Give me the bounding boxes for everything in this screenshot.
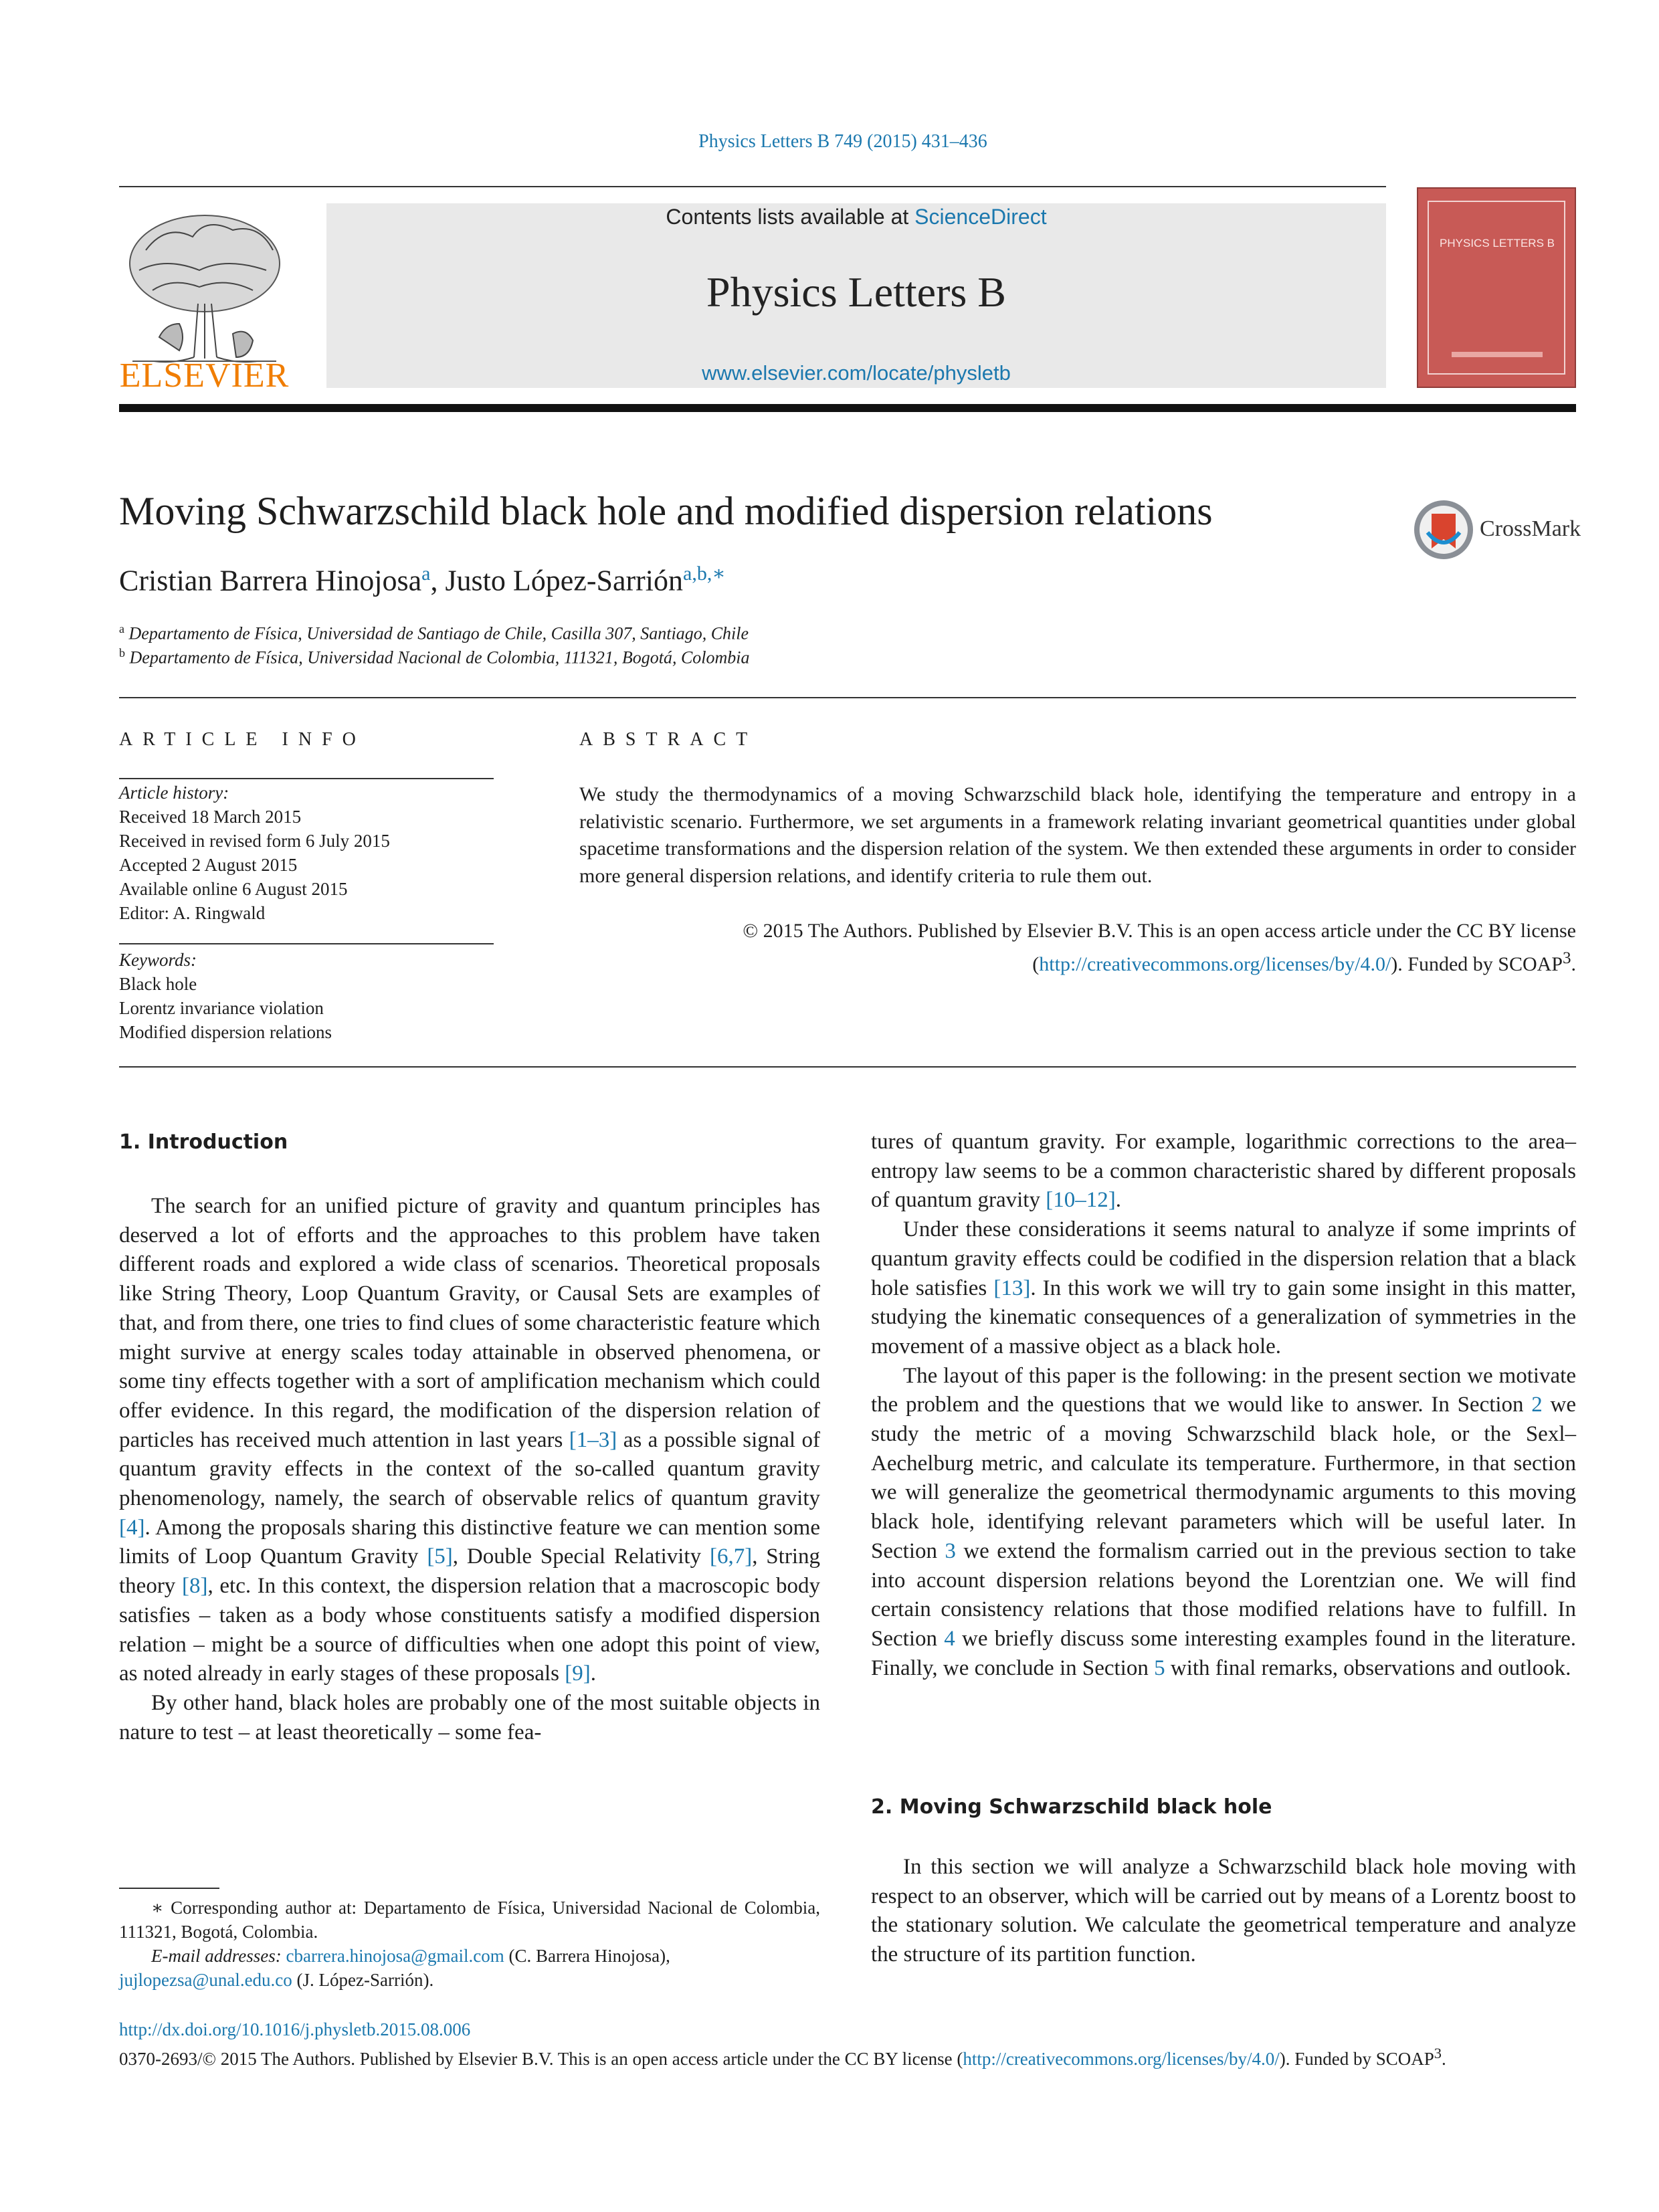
author-name: Justo López-Sarrión [445, 564, 684, 597]
journal-cover-footer-mark [1452, 352, 1543, 357]
affiliation-b [119, 646, 750, 668]
text: . In this work we will try to gain some insight in this matter, studying the kinematic consequences of a generalization of symmetries in the movement of a massive object as a black hole. [871, 1276, 1576, 1359]
keywords-rule [119, 943, 494, 944]
citation-link[interactable]: [4] [119, 1515, 145, 1540]
journal-cover-frame [1428, 201, 1565, 375]
crossmark-icon[interactable] [1413, 499, 1474, 561]
paragraph [119, 1192, 820, 1689]
text: (C. Barrera Hinojosa), [504, 1946, 670, 1966]
left-column-body [119, 1192, 820, 1747]
text: tures of quantum gravity. For example, logarithmic corrections to the area–entropy law seems to be a common characteristic shared by different proposals of quantum gravity [871, 1130, 1576, 1213]
license-statement: © 2015 The Authors. Published by Elsevier B.V. This is an open access article under the CC BY license [743, 920, 1576, 942]
footnote [119, 1896, 820, 1992]
article-info-heading: ARTICLE INFO [119, 729, 366, 750]
history-item: Received in revised form 6 July 2015 [119, 831, 390, 851]
keyword-item: Black hole [119, 974, 197, 994]
history-item: Received 18 March 2015 [119, 807, 302, 827]
footnote-corresponding [119, 1896, 820, 1944]
paragraph [119, 1689, 820, 1747]
affiliation-a [119, 622, 749, 644]
section-link[interactable]: 3 [945, 1538, 956, 1563]
email-label: E-mail addresses: [151, 1946, 286, 1966]
footnote-star: ∗ [151, 1898, 164, 1918]
elsevier-wordmark: ELSEVIER [119, 357, 290, 395]
article-info-rule [119, 778, 494, 779]
paragraph [871, 1362, 1576, 1684]
text: we study the metric of a moving Schwarzschild black hole, or the Sexl–Aechelburg metric, and calculate its temperature. Furthermore, in that section we will generalize the geometrical thermodynamic arguments to this moving black hole, identifying relevant parameters which will be useful later. In Section [871, 1393, 1576, 1563]
abstract-bottom-rule [119, 1066, 1576, 1068]
affiliation-mark: a [119, 622, 124, 635]
license-funding: ). Funded by SCOAP [1391, 952, 1563, 975]
history-item: Available online 6 August 2015 [119, 879, 348, 899]
text: as a possible signal of quantum gravity effects in the context of the so-called quantum gravity phenomenology, namely, the search of observable relics of quantum gravity [119, 1427, 821, 1511]
citation-link[interactable]: [1–3] [569, 1427, 617, 1452]
text: The search for an unified picture of gravity and quantum principles has deserved a lot of efforts and the approaches to this problem have taken different roads and explored a wide class of scenarios. Theoretical proposals like String Theory, Loop Quantum Gravity, or Causal Sets are examples of that, and from there, one tries to find clues of some characteristic feature which might survive at energy scales today attainable in observed phenomena, or some tiny effects together with a sort of amplification mechanism which could offer evidence. In this regard, the modification of the dispersion relation of particles has received much attention in last years [119, 1194, 820, 1452]
license-url-link[interactable]: http://creativecommons.org/licenses/by/4.0/ [1039, 952, 1391, 975]
section-2-title: 2. Moving Schwarzschild black hole [871, 1795, 1272, 1819]
affiliation-text: Departamento de Física, Universidad Nacional de Colombia, 111321, Bogotá, Colombia [129, 647, 750, 668]
text: In this section we will analyze a Schwarzschild black hole moving with respect to an observer, which will be carried out by means of a Lorentz boost to the stationary solution. We calculate the geometrical temperature and analyze the structure of its partition function. [871, 1855, 1576, 1967]
right-column-body [871, 1128, 1576, 1683]
license-url-link[interactable]: http://creativecommons.org/licenses/by/4.0/ [963, 2049, 1280, 2069]
doi-link[interactable]: http://dx.doi.org/10.1016/j.physletb.2015.08.006 [119, 2019, 471, 2039]
text: . [1115, 1188, 1121, 1213]
citation-link[interactable]: [8] [181, 1574, 208, 1599]
citation-link[interactable]: [6,7] [709, 1544, 753, 1569]
section-link[interactable]: 4 [944, 1626, 955, 1651]
keyword-item: Modified dispersion relations [119, 1022, 332, 1042]
text: . [590, 1662, 596, 1686]
text: Under these considerations it seems natural to analyze if some imprints of quantum gravity effects could be codified in the dispersion relation that a black hole satisfies [871, 1217, 1576, 1300]
license-end: . [1571, 952, 1576, 975]
article-title: Moving Schwarzschild black hole and modified dispersion relations [119, 489, 1213, 533]
text: (J. López-Sarrión). [292, 1970, 434, 1990]
journal-url-link[interactable]: www.elsevier.com/locate/physletb [702, 361, 1011, 385]
text: ). Funded by SCOAP [1279, 2049, 1434, 2069]
abstract-text: We study the thermodynamics of a moving Schwarzschild black hole, identifying the temperature and entropy in a relativistic scenario. Furthermore, we set arguments in a framework relating invariant geometrical quantities under global spacetime transformations and the dispersion relation of the system. We then extended these arguments in order to consider more general dispersion relations, and identify criteria to rule them out. [579, 783, 1576, 887]
license-sup: 3 [1563, 948, 1571, 967]
keyword-item: Lorentz invariance violation [119, 998, 324, 1018]
text: we extend the formalism carried out in the previous section to take into account dispersion relations beyond the Lorentzian one. We will find certain consistency relations that those modified relations have to fulfill. In Section [871, 1538, 1577, 1651]
paragraph [871, 1853, 1576, 1970]
license-sup: 3 [1434, 2045, 1442, 2062]
affiliation-mark: b [119, 646, 125, 660]
journal-cover-title: PHYSICS LETTERS B [1440, 237, 1555, 249]
text: . Among the proposals sharing this distinctive feature we can mention some limits of Loop Quantum Gravity [119, 1515, 820, 1569]
text: 0370-2693/© 2015 The Authors. Published by Elsevier B.V. This is an open access article under the CC BY license ( [119, 2049, 963, 2069]
paragraph-continuation [871, 1128, 1576, 1215]
abstract-heading: ABSTRACT [579, 729, 758, 750]
citation-link[interactable]: [10–12] [1046, 1188, 1116, 1213]
crossmark-label[interactable]: CrossMark [1480, 516, 1581, 541]
bottom-license [119, 2041, 1576, 2071]
sciencedirect-link[interactable]: ScienceDirect [914, 205, 1047, 229]
text: . [1442, 2049, 1446, 2069]
citation-link[interactable]: [9] [565, 1662, 591, 1686]
affiliation-text: Departamento de Física, Universidad de Santiago de Chile, Casilla 307, Santiago, Chile [128, 623, 749, 643]
footnote-emails [119, 1944, 820, 1968]
keywords-label: Keywords: [119, 950, 197, 970]
article-history-label: Article history: [119, 783, 229, 803]
text: , String theory [119, 1544, 820, 1599]
footnote-rule [119, 1888, 219, 1889]
email-link[interactable]: jujlopezsa@unal.edu.co [119, 1970, 292, 1990]
history-item: Accepted 2 August 2015 [119, 855, 298, 875]
section-link[interactable]: 2 [1531, 1393, 1543, 1417]
text: , Double Special Relativity [452, 1544, 710, 1569]
section-1-title: 1. Introduction [119, 1130, 288, 1154]
paragraph [871, 1215, 1576, 1362]
text: , etc. In this context, the dispersion relation that a macroscopic body satisfies – taken as a body whose constituents satisfy a modified dispersion relation – might be a source of difficulties when one adopt this point of view, as noted already in early stages of these proposals [119, 1574, 820, 1686]
journal-reference[interactable]: Physics Letters B 749 (2015) 431–436 [698, 131, 987, 152]
header-top-rule [119, 186, 1386, 187]
author-list [119, 562, 726, 598]
section-link[interactable]: 5 [1154, 1655, 1165, 1680]
email-link[interactable]: cbarrera.hinojosa@gmail.com [286, 1946, 504, 1966]
contents-line [326, 205, 1386, 229]
author-affiliation-mark[interactable]: a,b,∗ [683, 563, 726, 585]
author-affiliation-mark[interactable]: a [421, 563, 431, 585]
text: Corresponding author at: Departamento de Física, Universidad Nacional de Colombia, 111321, Bogotá, Colombia. [119, 1898, 820, 1942]
header-thick-rule [119, 404, 1576, 412]
contents-prefix: Contents lists available at [666, 205, 915, 229]
abstract-license [579, 918, 1576, 978]
text: The layout of this paper is the following: in the present section we motivate the problem and the questions that we would like to answer. In Section [871, 1363, 1576, 1417]
author-separator: , [430, 564, 446, 597]
text: we briefly discuss some interesting examples found in the literature. Finally, we conclude in Section [871, 1626, 1576, 1680]
license-paren-open: ( [1032, 952, 1040, 975]
text: with final remarks, observations and outlook. [1165, 1655, 1571, 1680]
footnote-emails-2 [119, 1968, 820, 1992]
section-2-body [871, 1853, 1576, 1970]
citation-link[interactable]: [13] [993, 1276, 1031, 1300]
citation-link[interactable]: [5] [427, 1544, 453, 1569]
history-item: Editor: A. Ringwald [119, 903, 266, 923]
title-block-rule [119, 697, 1576, 698]
author-name: Cristian Barrera Hinojosa [119, 564, 422, 597]
text: By other hand, black holes are probably one of the most suitable objects in nature to test – at least theoretically – some fea- [119, 1690, 820, 1744]
journal-title: Physics Letters B [706, 268, 1006, 316]
